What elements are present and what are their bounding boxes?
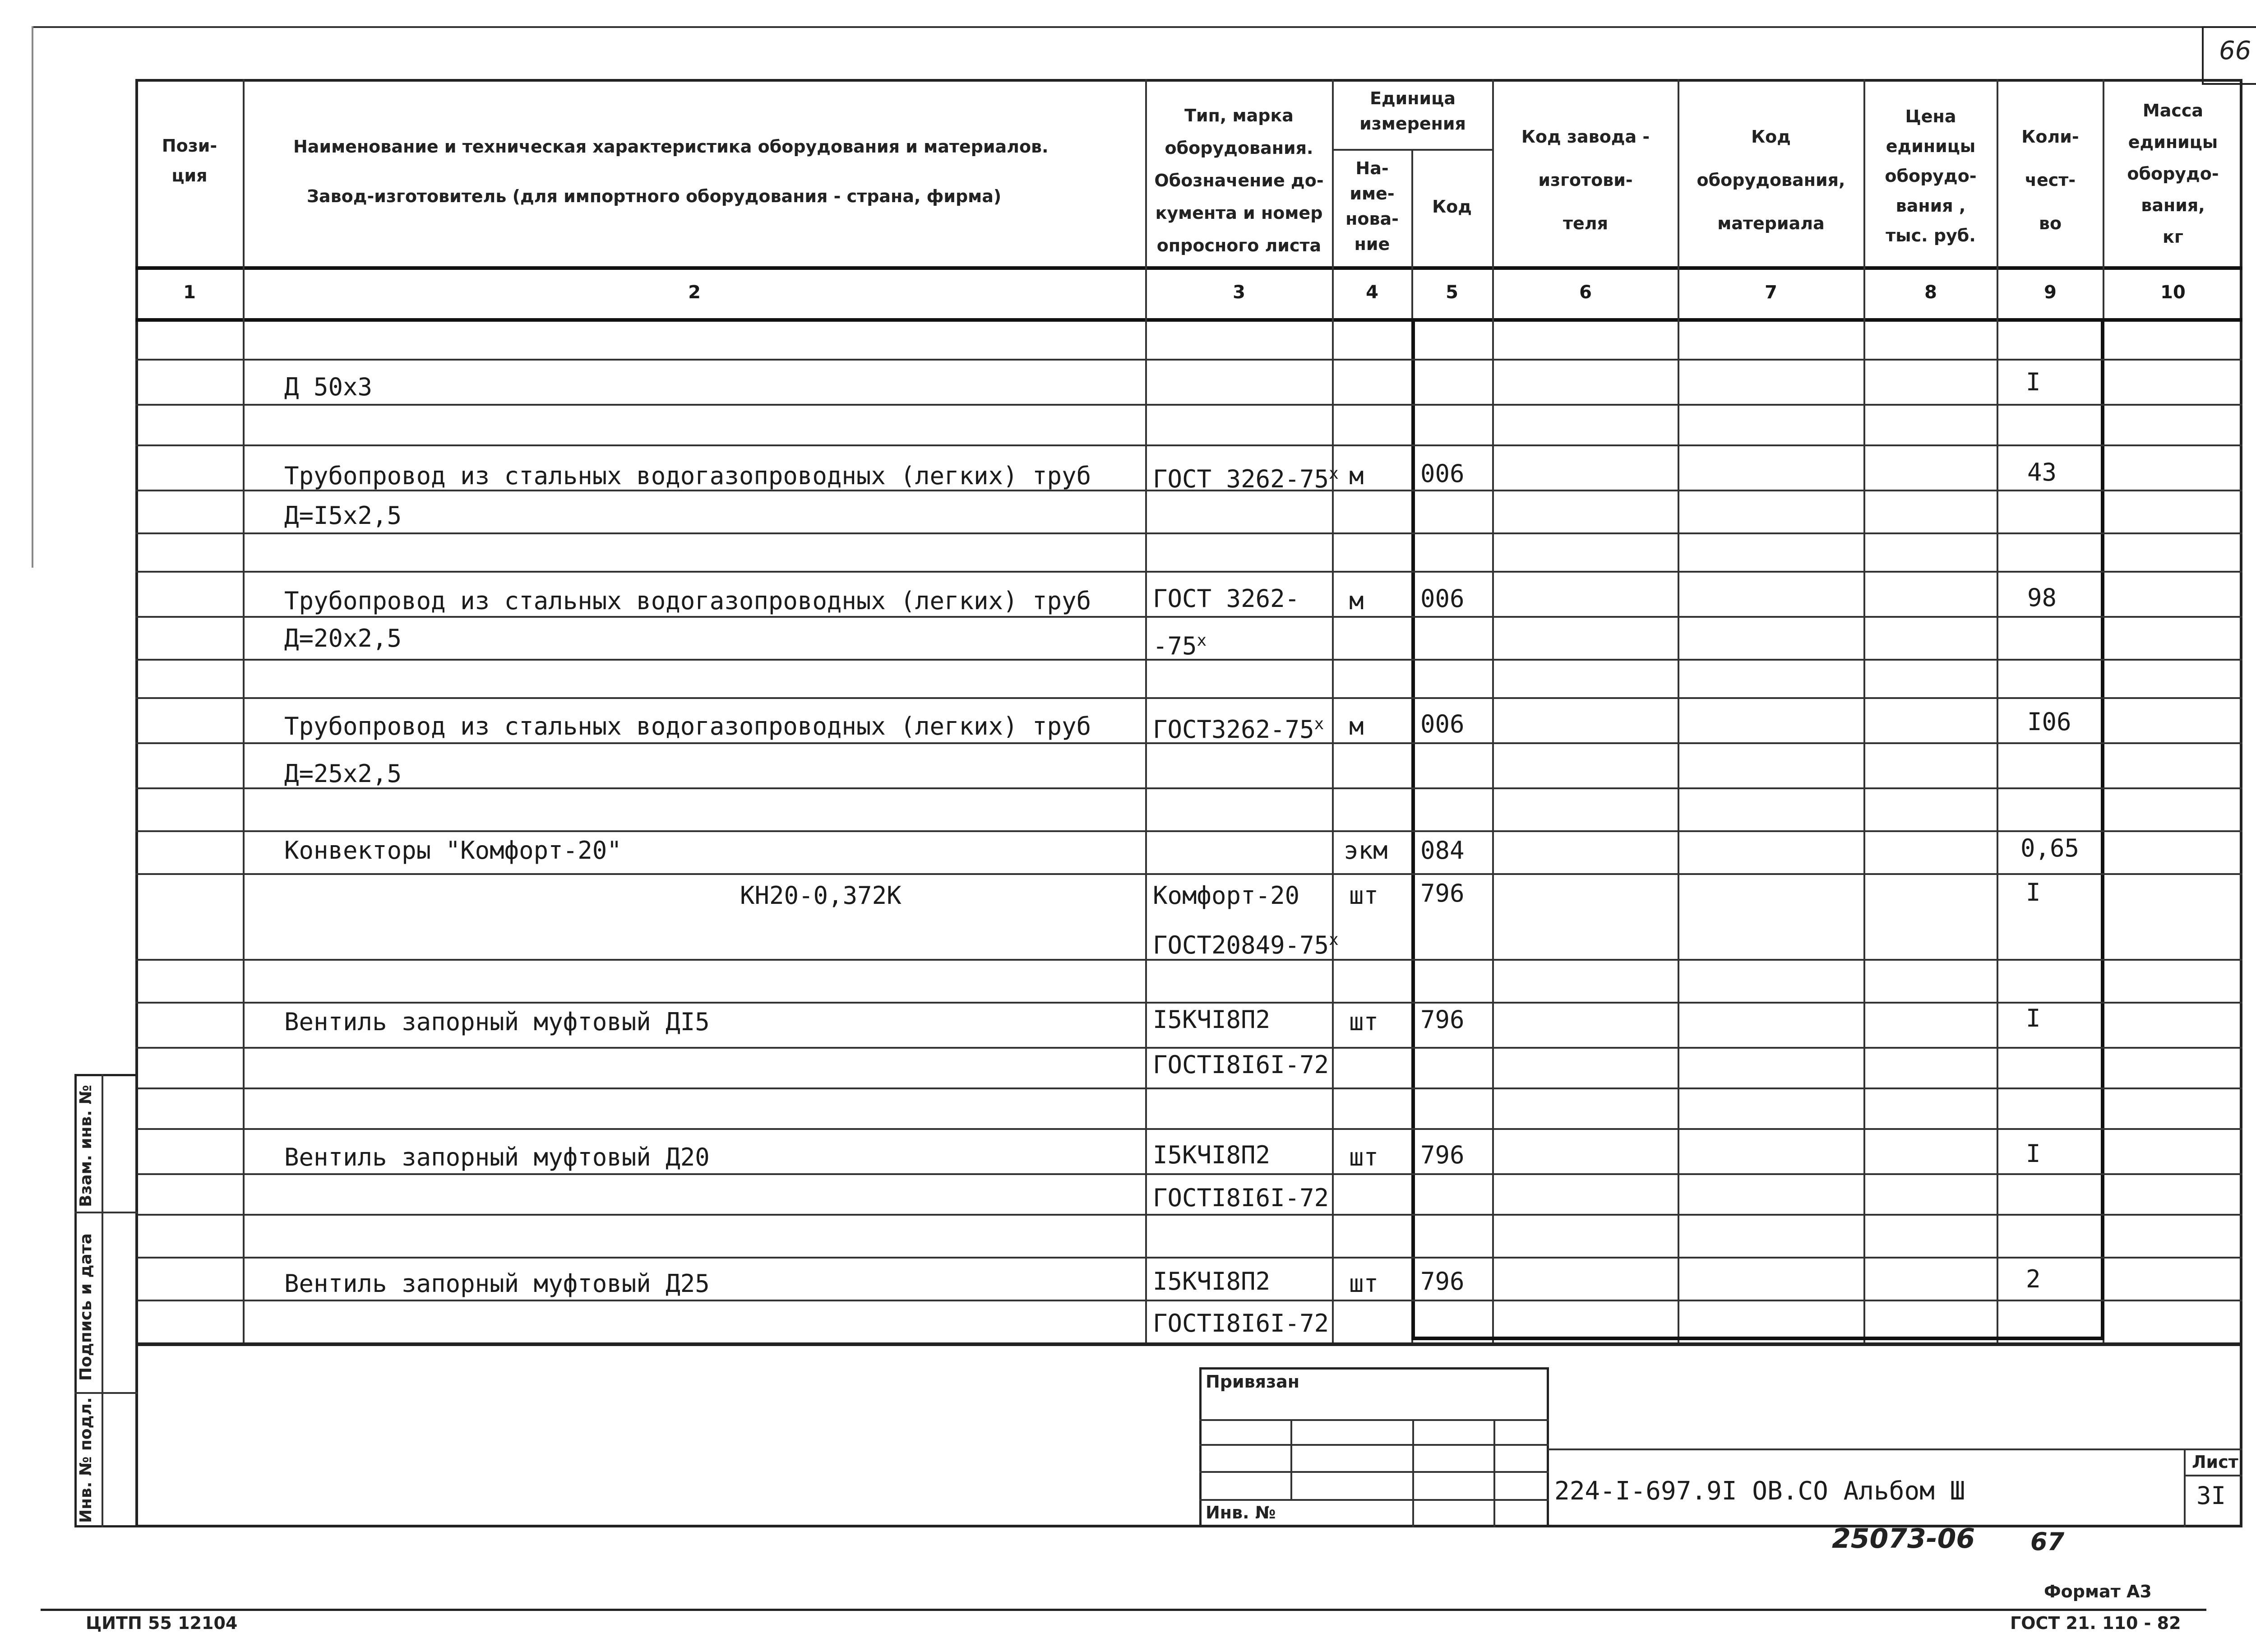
row-code: 796 (1420, 879, 1465, 907)
row-doc-2: ГОСТI8I6I-72 (1153, 1184, 1329, 1212)
row-qty: I (2026, 1004, 2041, 1032)
side-stamp-split (102, 1074, 103, 1527)
row-unit: шт (1349, 1008, 1379, 1036)
row-doc: $ГОСТ3262-75^х$ (1153, 715, 1324, 744)
row-sep (135, 444, 2242, 446)
colnum-8: 8 (1924, 282, 1937, 303)
row-doc-2: $ГОСТ20849-75^х$ (1153, 930, 1339, 959)
row-sep (135, 787, 2242, 789)
header-col8: Цена единицы оборудо- вания , тыс. руб. (1885, 106, 1977, 245)
stamp-line (1199, 1444, 1549, 1446)
row-qty: 43 (2027, 458, 2057, 486)
header-col4: На- име- нова- ние (1345, 158, 1399, 254)
header-col1: Пози- ция (162, 136, 217, 185)
row-doc: I5КЧI8П2 (1153, 1141, 1271, 1169)
stamp-line (1199, 1471, 1549, 1473)
side-stamp-sep (74, 1392, 138, 1394)
row-doc: Комфорт-20 (1153, 881, 1300, 910)
row-code: 796 (1420, 1141, 1465, 1169)
row-sep (135, 1300, 2242, 1301)
row-name: Трубопровод из стальных водогазопроводных (легких) труб (284, 712, 1091, 740)
header-unit: Единица измерения (1359, 88, 1466, 134)
row-unit: м (1349, 462, 1364, 490)
page-border-left (32, 26, 33, 568)
row-sep (135, 1128, 2242, 1130)
row-qty: I (2026, 878, 2041, 907)
header-col7: Код оборудования, материала (1697, 127, 1845, 233)
row-code: 006 (1420, 710, 1465, 738)
colnum-4: 4 (1366, 282, 1378, 303)
colnum-2: 2 (688, 282, 701, 303)
inv-no-label: Инв. № (1206, 1503, 1276, 1522)
row-code: 006 (1420, 459, 1465, 488)
row-name: Трубопровод из стальных водогазопроводных (легких) труб (284, 462, 1091, 490)
doc-line (1548, 1448, 2242, 1450)
row-qty: I (2026, 1139, 2041, 1168)
colnum-5: 5 (1446, 282, 1458, 303)
code-block-frame (1411, 318, 2104, 1340)
side-stamp-sep (74, 1212, 138, 1213)
page-border-top (32, 26, 2256, 28)
header-col6: Код завода - изготови- теля (1521, 127, 1650, 233)
row-sep (135, 873, 2242, 875)
row-sep (135, 404, 2242, 406)
row-qty: I06 (2027, 708, 2071, 736)
list-number: 3I (2196, 1481, 2226, 1510)
footer-gost: ГОСТ 21. 110 - 82 (2010, 1613, 2181, 1633)
row-name: Вентиль запорный муфтовый Д25 (284, 1269, 710, 1298)
row-doc: I5КЧI8П2 (1153, 1005, 1271, 1034)
row-name: Вентиль запорный муфтовый ДI5 (284, 1008, 710, 1036)
row-sep (135, 1087, 2242, 1089)
side-label-vzam: Взам. инв. № (77, 1085, 95, 1207)
header-col3: Тип, марка оборудования. Обозначение до- кумента и номер опросного листа (1154, 106, 1324, 255)
list-label: Лист (2192, 1452, 2238, 1472)
row-qty: 0,65 (2020, 834, 2080, 862)
list-vline (2184, 1448, 2186, 1527)
unit-split-line (1333, 149, 1493, 151)
row-name: Конвекторы "Комфорт-20" (284, 836, 622, 865)
handwritten-page: 67 (2030, 1527, 2065, 1556)
row-unit: шт (1349, 881, 1379, 910)
row-name: КН20-0,372К (740, 881, 901, 910)
colnum-7: 7 (1765, 282, 1777, 303)
header-col2: Наименование и техническая характеристика оборудования и материалов. Завод-изготовитель (для импортного оборудования - страна, фирма) (293, 137, 1049, 206)
header-bottom-line (135, 266, 2242, 270)
row-sep (135, 1257, 2242, 1259)
footer-left: ЦИТП 55 12104 (86, 1613, 238, 1633)
row-name: Вентиль запорный муфтовый Д20 (284, 1143, 710, 1171)
row-sep (135, 1047, 2242, 1049)
row-code: 006 (1420, 584, 1465, 613)
stamp-vline (1412, 1419, 1414, 1527)
page-number: 66 (2219, 36, 2251, 65)
colnum-3: 3 (1233, 282, 1245, 303)
row-name-2: Д=25х2,5 (284, 759, 402, 788)
row-sep (135, 1002, 2242, 1004)
row-qty: 98 (2027, 583, 2057, 612)
colnum-6: 6 (1579, 282, 1592, 303)
row-unit: м (1349, 712, 1364, 740)
row-qty: I (2026, 368, 2041, 396)
col-line-1 (243, 79, 245, 1342)
list-hline (2184, 1475, 2242, 1476)
row-unit: м (1349, 587, 1364, 615)
row-sep (135, 532, 2242, 534)
header-col9: Коли- чест- во (2021, 127, 2079, 233)
row-sep (135, 359, 2242, 361)
row-name: Д 50х3 (284, 373, 373, 401)
row-unit: шт (1349, 1143, 1379, 1171)
row-doc: I5КЧI8П2 (1153, 1267, 1271, 1296)
stamp-vline (1493, 1419, 1495, 1527)
header-col5: Код (1432, 197, 1472, 217)
colnum-9: 9 (2044, 282, 2057, 303)
footer-format: Формат А3 (2044, 1582, 2152, 1601)
row-unit: экм (1344, 836, 1388, 865)
row-code: 084 (1420, 836, 1465, 865)
row-doc-2: ГОСТI8I6I-72 (1153, 1309, 1329, 1337)
doc-code: 224-I-697.9I ОВ.СО Альбом Ш (1554, 1476, 1965, 1506)
side-label-inv: Инв. № подл. (77, 1397, 95, 1523)
col-line-2 (1145, 79, 1147, 1342)
row-sep (135, 1214, 2242, 1216)
row-sep (135, 830, 2242, 832)
row-doc: ГОСТ $3262-75^х$ (1153, 464, 1339, 493)
handwritten-code: 25073-06 (1832, 1523, 1975, 1555)
row-sep (135, 1173, 2242, 1175)
row-qty: 2 (2026, 1265, 2041, 1293)
colnum-1: 1 (183, 282, 196, 303)
row-name: Трубопровод из стальных водогазопроводных (легких) труб (284, 587, 1091, 615)
row-doc-2: $-75^х$ (1153, 631, 1207, 660)
row-name-2: Д=20х2,5 (284, 624, 402, 652)
col-line-3 (1332, 79, 1334, 1342)
side-label-podpis: Подпись и дата (77, 1233, 95, 1381)
stamp-vline (1290, 1419, 1292, 1500)
row-code: 796 (1420, 1267, 1465, 1296)
row-unit: шт (1349, 1269, 1379, 1298)
stamp-line (1199, 1499, 1549, 1501)
colnum-10: 10 (2160, 282, 2186, 303)
row-doc: ГОСТ 3262- (1153, 584, 1300, 613)
row-sep (135, 697, 2242, 699)
stamp-line (1199, 1419, 1549, 1421)
row-doc-2: ГОСТI8I6I-72 (1153, 1050, 1329, 1079)
footer-line (41, 1609, 2206, 1611)
privyazan-label: Привязан (1206, 1372, 1300, 1392)
row-name-2: Д=I5х2,5 (284, 501, 402, 530)
header-col10: Масса единицы оборудо- вания, кг (2127, 101, 2219, 247)
row-sep (135, 571, 2242, 573)
row-code: 796 (1420, 1005, 1465, 1034)
